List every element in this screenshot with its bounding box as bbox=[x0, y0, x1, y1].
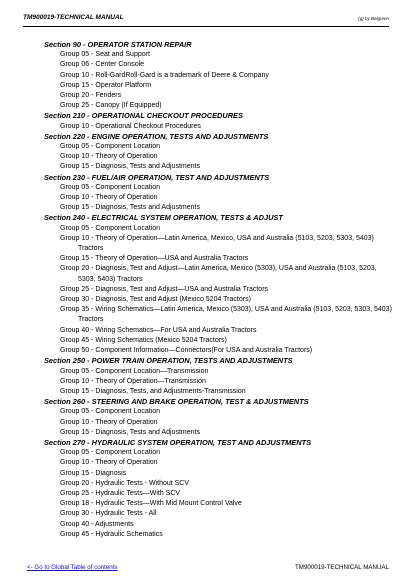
manual-title: TM900019-TECHNICAL MANUAL bbox=[23, 14, 124, 21]
group-link[interactable]: Group 10 - Roll-GardRoll-Gard is a trademark of Deere & Company bbox=[60, 71, 269, 79]
section-heading[interactable]: Section 220 - ENGINE OPERATION, TESTS AND ADJUSTMENTS bbox=[44, 131, 269, 141]
page-footer bbox=[27, 563, 389, 573]
group-link[interactable]: Group 15 - Diagnosis bbox=[60, 469, 127, 477]
group-link[interactable]: Group 15 - Theory of Operation—USA and Australia Tractors bbox=[60, 255, 249, 263]
group-link[interactable]: Group 40 - Wiring Schematics—For USA and Australia Tractors bbox=[60, 326, 257, 334]
group-link[interactable]: Group 05 - Component Location bbox=[60, 408, 161, 416]
group-link[interactable]: Group 20 - Diagnosis, Test and Adjust—Latin America, Mexico (5303), USA and Australia (5103, 5203, 5303, 5403) Tractors bbox=[60, 265, 377, 283]
group-link[interactable]: Group 10 - Theory of Operation bbox=[60, 459, 158, 467]
group-link[interactable]: Group 15 - Diagnosis, Tests and Adjustments bbox=[60, 163, 200, 171]
group-link[interactable]: Group 18 - Hydraulic Tests—With Mid Mount Control Valve bbox=[60, 500, 242, 508]
group-link[interactable]: Group 15 - Operator Platform bbox=[60, 81, 152, 89]
section-heading[interactable]: Section 210 - OPERATIONAL CHECKOUT PROCEDURES bbox=[44, 111, 243, 121]
group-link[interactable]: Group 35 - Wiring Schematics—Latin America, Mexico (5303), USA and Australia (5103, 5203, 5303, 5403) Tractors bbox=[60, 306, 392, 324]
group-link[interactable]: Group 05 - Component Location bbox=[60, 224, 161, 232]
group-link[interactable]: Group 45 - Hydraulic Schematics bbox=[60, 530, 163, 538]
group-link[interactable]: Group 05 - Component Location bbox=[60, 449, 161, 457]
group-link[interactable]: Group 10 - Theory of Operation bbox=[60, 418, 158, 426]
group-link[interactable]: Group 05 - Component Location bbox=[60, 143, 161, 151]
group-link[interactable]: Group 10 - Theory of Operation—Latin America, Mexico, USA and Australia (5103, 5203, 5303, 5403) Tractors bbox=[60, 234, 374, 253]
group-link[interactable]: Group 15 - Diagnosis, Tests, and Adjustments-Transmission bbox=[60, 387, 246, 395]
group-link[interactable]: Group 30 - Diagnosis, Test and Adjust (Mexico 5204 Tractors) bbox=[60, 296, 251, 304]
group-link[interactable]: Group 05 - Seat and Support bbox=[60, 51, 150, 59]
group-link[interactable]: Group 25 - Diagnosis, Test and Adjust—USA and Australia Tractors bbox=[60, 285, 269, 293]
group-link[interactable]: Group 10 - Operational Checkout Procedures bbox=[60, 122, 201, 130]
group-link[interactable]: Group 40 - Adjustments bbox=[60, 520, 134, 528]
section-heading[interactable]: Section 240 - ELECTRICAL SYSTEM OPERATION, TESTS & ADJUST bbox=[44, 213, 283, 223]
header-credit: (g) by Belgreen bbox=[358, 16, 389, 21]
group-link[interactable]: Group 25 - Canopy (If Equipped) bbox=[60, 102, 162, 110]
section-heading[interactable]: Section 270 - HYDRAULIC SYSTEM OPERATION, TEST AND ADJUSTMENTS bbox=[44, 437, 312, 447]
group-link[interactable]: Group 50 - Component Information—Connectors(For USA and Australia Tractors) bbox=[60, 347, 313, 355]
table-of-contents bbox=[44, 40, 394, 540]
group-link[interactable]: Group 06 - Center Console bbox=[60, 61, 145, 69]
group-link[interactable]: Group 45 - Wiring Schematics (Mexico 5204 Tractors) bbox=[60, 336, 227, 344]
group-link[interactable]: Group 25 - Hydraulic Tests—With SCV bbox=[60, 489, 181, 497]
section-heading[interactable]: Section 260 - STEERING AND BRAKE OPERATION, TEST & ADJUSTMENTS bbox=[44, 397, 309, 407]
group-link[interactable]: Group 20 - Hydraulic Tests - Without SCV bbox=[60, 479, 190, 487]
group-link[interactable]: Group 20 - Fenders bbox=[60, 92, 122, 100]
group-link[interactable]: Group 05 - Component Location bbox=[60, 183, 161, 191]
group-link[interactable]: Group 15 - Diagnosis, Tests and Adjustments bbox=[60, 204, 200, 212]
section-heading[interactable]: Section 230 - FUEL/AIR OPERATION, TEST AND ADJUSTMENTS bbox=[44, 172, 270, 182]
group-link[interactable]: Group 10 - Theory of Operation bbox=[60, 153, 158, 161]
group-link[interactable]: Group 05 - Component Location—Transmission bbox=[60, 367, 209, 375]
group-link[interactable]: Group 10 - Theory of Operation bbox=[60, 194, 158, 202]
group-link[interactable]: Group 15 - Diagnosis, Tests and Adjustments bbox=[60, 428, 200, 436]
section-heading[interactable]: Section 250 - POWER TRAIN OPERATION, TESTS AND ADJUSTMENTS bbox=[44, 356, 293, 366]
group-link[interactable]: Group 10 - Theory of Operation—Transmission bbox=[60, 377, 206, 385]
group-link[interactable]: Group 30 - Hydraulic Tests - All bbox=[60, 510, 157, 518]
page-header bbox=[23, 14, 389, 27]
section-heading[interactable]: Section 90 - OPERATOR STATION REPAIR bbox=[44, 40, 192, 49]
footer-manual-title: TM900019-TECHNICAL MANUAL bbox=[295, 564, 389, 571]
global-toc-link[interactable]: <- Go to Global Table of contents bbox=[27, 564, 118, 571]
